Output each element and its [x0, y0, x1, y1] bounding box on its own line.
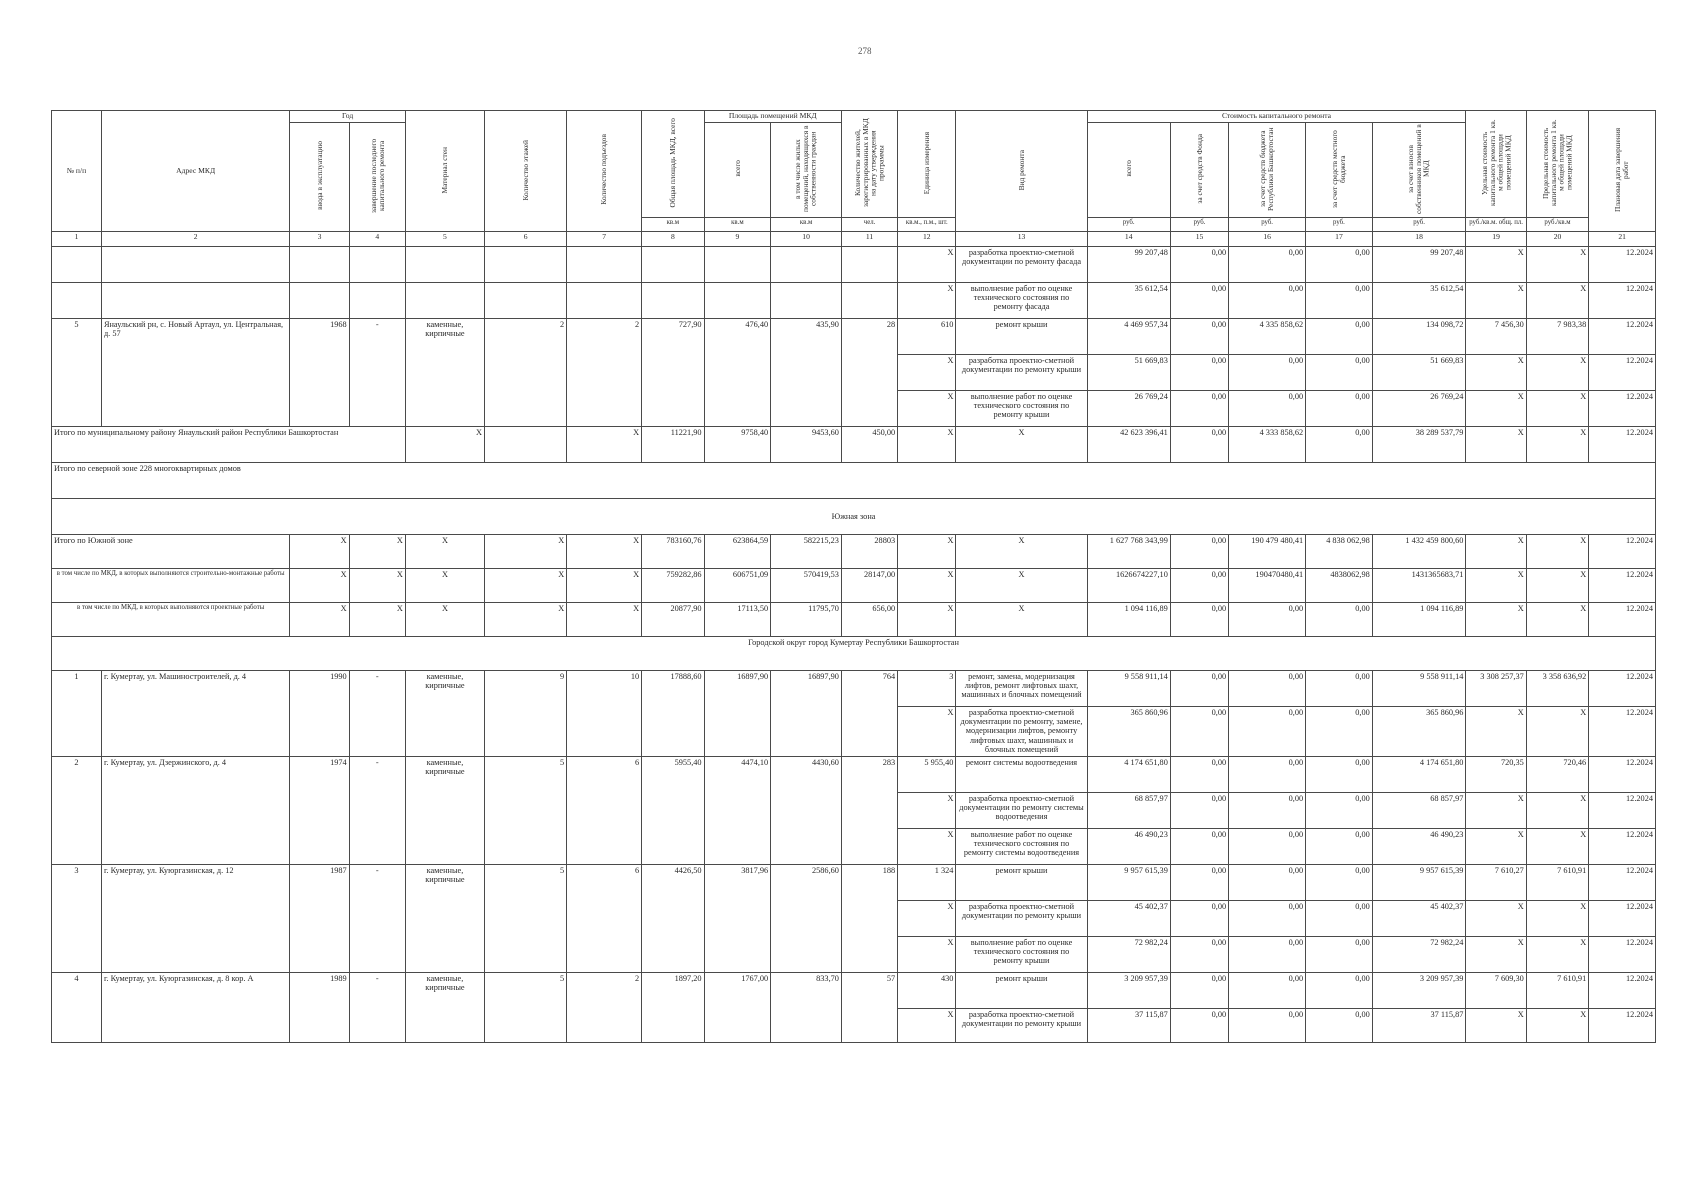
header-floors: Количество этажей: [484, 111, 566, 232]
table-row: 1 г. Кумертау, ул. Машиностроителей, д. 4 1990 - каменные, кирпичные 9 10 17888,60 16897,90 16897,90 764 3 ремонт, замена, модернизация лифтов, ремонт лифтовых шахт, машинных и блочных помещений 9 558 911,14 0,00 0,00 0,00 9 558 911,14 3 308 257,37 3 358 636,92 12.2024: [52, 670, 1656, 706]
header-address: Адрес МКД: [101, 111, 289, 232]
header-residents: Количество жителей, зарегистрированных в МКД на дату утверждения программы: [841, 111, 897, 218]
col-number: 18: [1372, 231, 1466, 246]
header-year-last-repair: завершение последнего капитального ремонта: [349, 122, 405, 231]
header-cost-fund: за счет средств Фонда: [1170, 122, 1228, 217]
col-number: 8: [642, 231, 704, 246]
header-unit-measure: Единица измерения: [898, 111, 956, 218]
column-numbers-row: [52, 231, 1656, 246]
header-cost-owners: за счет взносов собственников помещений в МКД: [1372, 122, 1466, 217]
unit-measure: кв.м., п.м., шт.: [898, 217, 956, 231]
col-number: 7: [567, 231, 642, 246]
header-cost-local: за счет средств местного бюджета: [1306, 122, 1373, 217]
header-year-commission: ввода в эксплуатацию: [290, 122, 349, 231]
header-entrances: Количество подъездов: [567, 111, 642, 232]
unit-cost-owners: руб.: [1372, 217, 1466, 231]
header-max-cost: Предельная стоимость капитального ремонта 1 кв. м общей площади помещений МКД: [1526, 111, 1588, 218]
col-number: 13: [956, 231, 1087, 246]
header-cost-total: всего: [1087, 122, 1170, 217]
total-row: в том числе по МКД, в которых выполняются строительно-монтажные работы X X X X X 759282,86 606751,09 570419,53 28147,00 X X 1626674227,10 0,00 190470480,41 4838062,98 1431365683,71 X X 12.2024: [52, 568, 1656, 602]
total-row: Итого по северной зоне 228 многоквартирных домов: [52, 462, 1656, 498]
total-row: Итого по муниципальному району Янаульский район Республики Башкортостан X X 11221,90 9758,40 9453,60 450,00 X X 42 623 396,41 0,00 4 333 858,62 0,00 38 289 537,79 X X 12.2024: [52, 426, 1656, 462]
col-number: 4: [349, 231, 405, 246]
col-number: 15: [1170, 231, 1228, 246]
col-number: 20: [1526, 231, 1588, 246]
table-row: 3 г. Кумертау, ул. Куюргазинская, д. 12 1987 - каменные, кирпичные 5 6 4426,50 3817,96 2586,60 188 1 324 ремонт крыши 9 957 615,39 0,00 0,00 0,00 9 957 615,39 7 610,27 7 610,91 12.2024: [52, 864, 1656, 900]
unit-max-cost: руб./кв.м: [1526, 217, 1588, 231]
table-row: X разработка проектно-сметной документации по ремонту системы водоотведения 68 857,97 0,00 0,00 0,00 68 857,97 X X 12.2024: [52, 792, 1656, 828]
unit-premises-total: кв.м: [704, 217, 771, 231]
header-repair-type: Вид ремонта: [956, 111, 1087, 232]
unit-cost-total: руб.: [1087, 217, 1170, 231]
unit-cost-republic: руб.: [1229, 217, 1306, 231]
header-year-group: Год: [290, 111, 406, 123]
unit-total-area: кв.м: [642, 217, 704, 231]
col-number: 14: [1087, 231, 1170, 246]
header-num: № п/п: [52, 111, 102, 232]
page-number: 278: [858, 46, 872, 56]
table-row: 4 г. Кумертау, ул. Куюргазинская, д. 8 кор. А 1989 - каменные, кирпичные 5 2 1897,20 1767,00 833,70 57 430 ремонт крыши 3 209 957,39 0,00 0,00 0,00 3 209 957,39 7 609,30 7 610,91 12.2024: [52, 972, 1656, 1008]
total-row: в том числе по МКД, в которых выполняются проектные работы X X X X X 20877,90 17113,50 11795,70 656,00 X X 1 094 116,89 0,00 0,00 0,00 1 094 116,89 X X 12.2024: [52, 602, 1656, 636]
col-number: 5: [405, 231, 484, 246]
col-number: 16: [1229, 231, 1306, 246]
header-wall-material: Материал стен: [405, 111, 484, 232]
capital-repair-table: [51, 110, 1656, 1043]
header-premises-total: всего: [704, 122, 771, 217]
table-row: X выполнение работ по оценке технического состояния по ремонту крыши 72 982,24 0,00 0,00 0,00 72 982,24 X X 12.2024: [52, 936, 1656, 972]
header-cost-republic: за счет средств бюджета Республики Башкортостан: [1229, 122, 1306, 217]
table-row: X разработка проектно-сметной документации по ремонту фасада 99 207,48 0,00 0,00 0,00 99 207,48 X X 12.2024: [52, 246, 1656, 282]
header-total-area: Общая площадь МКД, всего: [642, 111, 704, 218]
table-row: X выполнение работ по оценке технического состояния по ремонту системы водоотведения 46 490,23 0,00 0,00 0,00 46 490,23 X X 12.2024: [52, 828, 1656, 864]
unit-specific-cost: руб./кв.м. общ. пл.: [1466, 217, 1526, 231]
col-number: 11: [841, 231, 897, 246]
col-number: 9: [704, 231, 771, 246]
col-number: 10: [771, 231, 842, 246]
table-row: X выполнение работ по оценке технического состояния по ремонту крыши 26 769,24 0,00 0,00 0,00 26 769,24 X X 12.2024: [52, 390, 1656, 426]
unit-cost-local: руб.: [1306, 217, 1373, 231]
total-row: Итого по Южной зоне X X X X X 783160,76 623864,59 582215,23 28803 X X 1 627 768 343,99 0,00 190 479 480,41 4 838 062,98 1 432 459 800,60 X X 12.2024: [52, 534, 1656, 568]
unit-cost-fund: руб.: [1170, 217, 1228, 231]
table-row: 2 г. Кумертау, ул. Дзержинского, д. 4 1974 - каменные, кирпичные 5 6 5955,40 4474,10 4430,60 283 5 955,40 ремонт системы водоотведения 4 174 651,80 0,00 0,00 0,00 4 174 651,80 720,35 720,46 12.2024: [52, 756, 1656, 792]
zone-row: Южная зона: [52, 498, 1656, 534]
col-number: 3: [290, 231, 349, 246]
header-planned-date: Плановая дата завершения работ: [1589, 111, 1656, 232]
col-number: 1: [52, 231, 102, 246]
table-row: X разработка проектно-сметной документации по ремонту крыши 45 402,37 0,00 0,00 0,00 45 402,37 X X 12.2024: [52, 900, 1656, 936]
col-number: 19: [1466, 231, 1526, 246]
table-row: X разработка проектно-сметной документации по ремонту крыши 51 669,83 0,00 0,00 0,00 51 669,83 X X 12.2024: [52, 354, 1656, 390]
header-specific-cost: Удельная стоимость капитального ремонта 1 кв. м общей площади помещений МКД: [1466, 111, 1526, 218]
header-row-1: [52, 111, 1656, 123]
unit-premises-residential: кв.м: [771, 217, 842, 231]
table-row: X разработка проектно-сметной документации по ремонту, замене, модернизации лифтов, ремонту лифтовых шахт, машинных и блочных помещений 365 860,96 0,00 0,00 0,00 365 860,96 X X 12.2024: [52, 706, 1656, 756]
col-number: 17: [1306, 231, 1373, 246]
col-number: 2: [101, 231, 289, 246]
col-number: 21: [1589, 231, 1656, 246]
header-cost-group: Стоимость капитального ремонта: [1087, 111, 1466, 123]
table-row: 5 Янаульский рн, с. Новый Артаул, ул. Центральная, д. 57 1968 - каменные, кирпичные 2 2 727,90 476,40 435,90 28 610 ремонт крыши 4 469 957,34 0,00 4 335 858,62 0,00 134 098,72 7 456,30 7 983,38 12.2024: [52, 318, 1656, 354]
col-number: 6: [484, 231, 566, 246]
table-row: X разработка проектно-сметной документации по ремонту крыши 37 115,87 0,00 0,00 0,00 37 115,87 X X 12.2024: [52, 1008, 1656, 1042]
col-number: 12: [898, 231, 956, 246]
header-premises-residential: в том числе жилых помещений, находящихся в собственности граждан: [771, 122, 842, 217]
unit-residents: чел.: [841, 217, 897, 231]
zone-row: Городской округ город Кумертау Республики Башкортостан: [52, 636, 1656, 670]
header-premises-group: Площадь помещений МКД: [704, 111, 841, 123]
table-row: X выполнение работ по оценке технического состояния по ремонту фасада 35 612,54 0,00 0,00 0,00 35 612,54 X X 12.2024: [52, 282, 1656, 318]
